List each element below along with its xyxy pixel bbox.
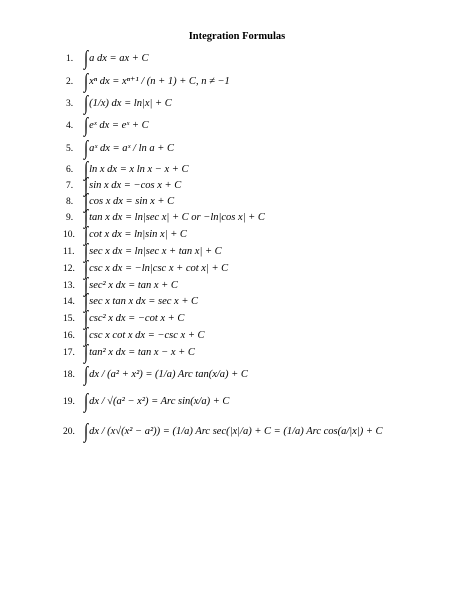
integral-sign-icon: ∫ [84, 93, 89, 115]
formula-text: xⁿ dx = xⁿ⁺¹ / (n + 1) + C, n ≠ −1 [89, 76, 230, 87]
formula-number: 1. [66, 54, 74, 64]
formula-expression [84, 93, 172, 115]
formula-text: sec² x dx = tan x + C [89, 280, 178, 291]
formula-text: eˣ dx = eˣ + C [89, 120, 149, 131]
formula-text: sec x dx = ln|sec x + tan x| + C [89, 246, 222, 257]
formula-expression [84, 71, 230, 93]
formula-expression [84, 224, 187, 246]
integral-sign-icon: ∫ [84, 115, 89, 137]
formula-number: 16. [63, 331, 75, 341]
formula-number: 18. [63, 370, 75, 380]
formula-expression [84, 48, 149, 70]
formula-number: 17. [63, 348, 75, 358]
formula-text: ln x dx = x ln x − x + C [89, 164, 189, 175]
formula-number: 19. [63, 397, 75, 407]
formula-number: 7. [66, 181, 74, 191]
formula-text: dx / √(a² − x²) = Arc sin(x/a) + C [89, 396, 230, 407]
formula-number: 9. [66, 213, 74, 223]
formula-expression [84, 342, 195, 364]
formula-number: 6. [66, 165, 74, 175]
formula-expression [84, 241, 222, 263]
formula-expression [84, 364, 248, 386]
page-title: Integration Formulas [188, 31, 286, 42]
formula-expression [84, 191, 175, 213]
integral-sign-icon: ∫ [84, 275, 89, 297]
formula-number: 5. [66, 144, 74, 154]
formula-number: 3. [66, 99, 74, 109]
integral-sign-icon: ∫ [84, 191, 89, 213]
integral-sign-icon: ∫ [84, 159, 89, 181]
formula-expression [84, 175, 182, 197]
integral-sign-icon: ∫ [84, 291, 89, 313]
formula-text: cot x dx = ln|sin x| + C [89, 229, 187, 240]
integral-sign-icon: ∫ [84, 207, 89, 229]
formula-number: 13. [63, 281, 75, 291]
integral-sign-icon: ∫ [84, 421, 89, 443]
integral-sign-icon: ∫ [84, 241, 89, 263]
formula-text: tan² x dx = tan x − x + C [89, 347, 195, 358]
formula-expression [84, 115, 149, 137]
integral-sign-icon: ∫ [84, 342, 89, 364]
formula-expression [84, 258, 229, 280]
formula-number: 14. [63, 297, 75, 307]
formula-text: tan x dx = ln|sec x| + C or −ln|cos x| + C [89, 212, 265, 223]
integral-sign-icon: ∫ [84, 391, 89, 413]
integral-sign-icon: ∫ [84, 308, 89, 330]
formula-number: 20. [63, 427, 75, 437]
formula-number: 11. [63, 247, 75, 257]
integral-sign-icon: ∫ [84, 258, 89, 280]
formula-number: 2. [66, 77, 74, 87]
formula-expression [84, 325, 205, 347]
formula-text: csc² x dx = −cot x + C [89, 313, 185, 324]
formula-text: dx / (x√(x² − a²)) = (1/a) Arc sec(|x|/a) + C = (1/a) Arc cos(a/|x|) + C [89, 426, 383, 437]
formula-expression [84, 138, 174, 160]
formula-text: aˣ dx = aˣ / ln a + C [89, 143, 174, 154]
formula-text: csc x dx = −ln|csc x + cot x| + C [89, 263, 229, 274]
integral-sign-icon: ∫ [84, 138, 89, 160]
integral-sign-icon: ∫ [84, 175, 89, 197]
formula-expression [84, 207, 265, 229]
formula-text: sec x tan x dx = sec x + C [89, 296, 199, 307]
formula-number: 8. [66, 197, 74, 207]
formula-expression [84, 159, 189, 181]
integral-sign-icon: ∫ [84, 48, 89, 70]
formula-text: dx / (a² + x²) = (1/a) Arc tan(x/a) + C [89, 369, 248, 380]
formula-expression [84, 308, 185, 330]
formula-number: 4. [66, 121, 74, 131]
integral-sign-icon: ∫ [84, 325, 89, 347]
formula-number: 15. [63, 314, 75, 324]
formula-text: a dx = ax + C [89, 53, 149, 64]
integral-sign-icon: ∫ [84, 71, 89, 93]
formula-expression [84, 391, 230, 413]
formula-number: 10. [63, 230, 75, 240]
formula-text: (1/x) dx = ln|x| + C [89, 98, 172, 109]
integral-sign-icon: ∫ [84, 224, 89, 246]
formula-number: 12. [63, 264, 75, 274]
formula-expression [84, 421, 383, 443]
formula-text: csc x cot x dx = −csc x + C [89, 330, 205, 341]
formula-expression [84, 291, 199, 313]
integral-sign-icon: ∫ [84, 364, 89, 386]
formula-text: cos x dx = sin x + C [89, 196, 175, 207]
formula-text: sin x dx = −cos x + C [89, 180, 182, 191]
formula-expression [84, 275, 178, 297]
